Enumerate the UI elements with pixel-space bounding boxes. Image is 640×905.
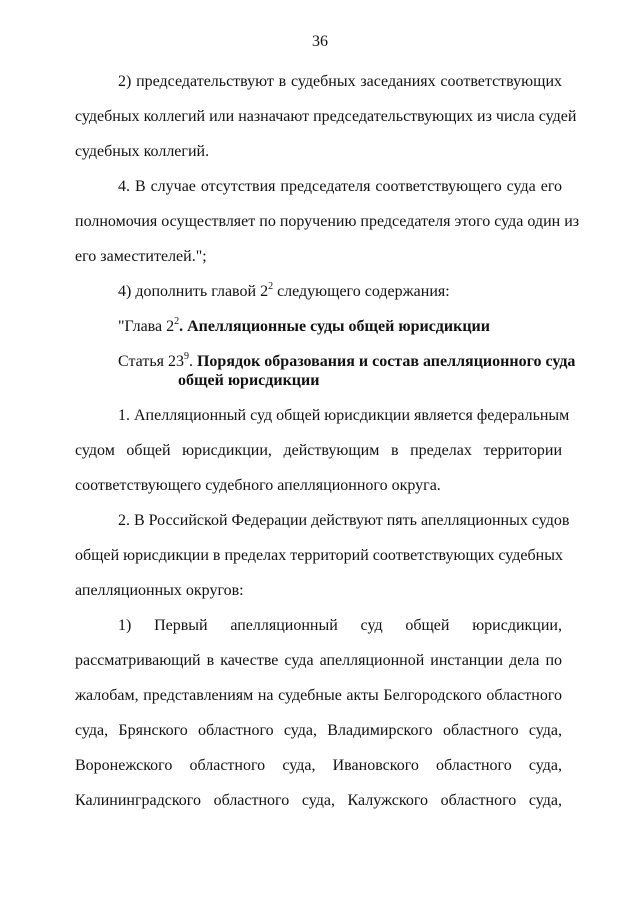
paragraph-line: 2) председательствуют в судебных заседаниях соответствующих [118, 73, 562, 90]
paragraph-line: 2. В Российской Федерации действуют пять апелляционных судов [118, 512, 570, 529]
text-fragment: . [188, 353, 197, 370]
article-title: Порядок образования и состав апелляционного суда [196, 353, 576, 370]
paragraph-line: общей юрисдикции в пределах территорий соответствующих судебных [75, 547, 563, 564]
page-number: 36 [312, 33, 328, 50]
paragraph-line: соответствующего судебного апелляционного округа. [75, 477, 441, 494]
paragraph-line: апелляционных округов: [75, 582, 244, 599]
paragraph-line: судом общей юрисдикции, действующим в пределах территории [75, 442, 562, 459]
amendment-line [118, 282, 562, 302]
superscript: 2 [174, 316, 180, 327]
paragraph-line: рассматривающий в качестве суда апелляционной инстанции дела по [75, 652, 562, 669]
paragraph-line: полномочия осуществляет по поручению председателя этого суда один из [75, 213, 580, 230]
text-fragment: следующего содержания: [273, 283, 450, 300]
superscript: 2 [268, 281, 274, 292]
text-fragment: Статья 23 [118, 353, 184, 370]
article-title-continuation: общей юрисдикции [178, 372, 320, 389]
text-fragment: "Глава 2 [118, 318, 175, 335]
superscript: 9 [183, 351, 189, 362]
paragraph-line: 1) Первый апелляционный суд общей юрисдикции, [118, 617, 562, 634]
paragraph-line: 4. В случае отсутствия председателя соответствующего суда его [118, 178, 562, 195]
paragraph-line: Калининградского областного суда, Калужского областного суда, [75, 792, 562, 809]
paragraph-line: 1. Апелляционный суд общей юрисдикции является федеральным [118, 407, 570, 424]
paragraph-line: судебных коллегий или назначают председательствующих из числа судей [75, 108, 577, 125]
article-heading [118, 352, 575, 372]
paragraph-line: его заместителей."; [75, 248, 207, 265]
paragraph-line: суда, Брянского областного суда, Владимирского областного суда, [75, 722, 562, 739]
chapter-heading [118, 317, 562, 337]
text-fragment: 4) дополнить главой 2 [118, 283, 269, 300]
paragraph-line: Воронежского областного суда, Ивановского областного суда, [75, 757, 562, 774]
paragraph-line: жалобам, представлениям на судебные акты Белгородского областного [75, 687, 562, 704]
paragraph-line: судебных коллегий. [75, 143, 210, 160]
chapter-title: . Апелляционные суды общей юрисдикции [179, 318, 490, 335]
